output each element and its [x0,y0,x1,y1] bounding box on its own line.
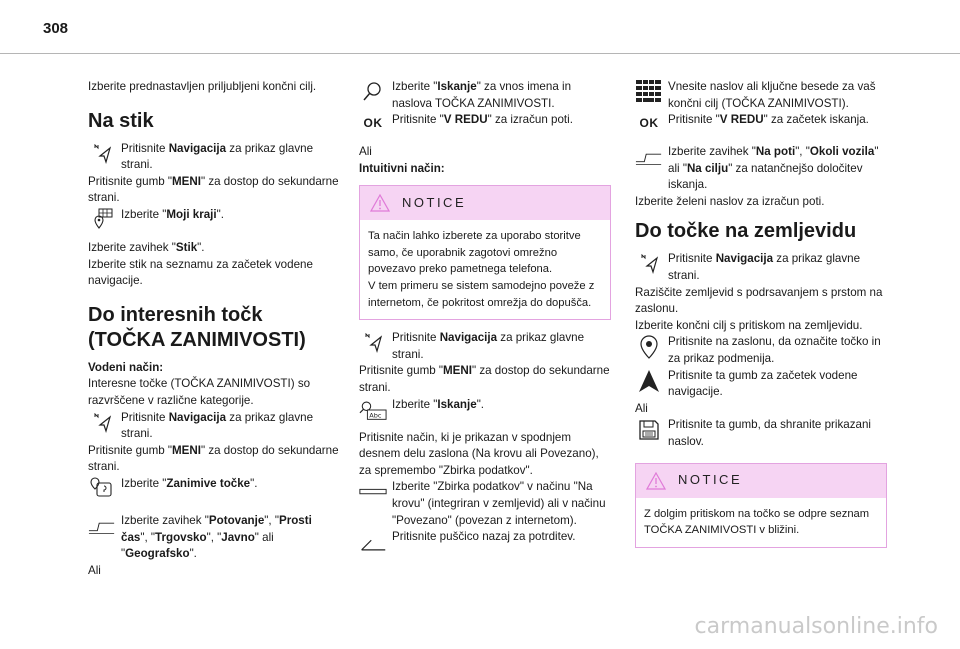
watermark: carmanualsonline.info [694,614,938,639]
step-text: Pritisnite gumb "MENI" za dostop do sekundarne strani. [88,174,339,205]
step-iskanje-keyboard [359,397,611,422]
back-arrow-icon [359,530,387,554]
step-zavihek [88,513,340,563]
vodeni-text: Interesne točke (TOČKA ZANIMIVOSTI) so razvrščene v različne kategorije. [88,377,311,407]
step-vnos [635,79,887,132]
step-text: Izberite zavihek "Stik". [88,240,205,254]
tab-icon [88,514,116,538]
heading-na-stik: Na stik [88,109,154,132]
poi-icon [88,477,116,501]
step-text: Izberite želeni naslov za izračun poti. [635,194,825,208]
navigation-icon [88,142,116,166]
step-navigation [359,330,611,363]
notice-text: Z dolgim pritiskom na točko se odpre seznam TOČKA ZANIMIVOSTI v bližini. [644,507,870,537]
step-text: Pritisnite gumb "MENI" za dostop do sekundarne strani. [359,364,610,394]
step-navigation [88,410,340,443]
heading-zemljevid: Do točke na zemljevidu [635,220,857,243]
step-text: Pritisnite na zaslonu, da označite točko in za prikaz podmenija. [668,335,881,365]
location-pin-icon [635,335,663,359]
step-text: Pritisnite Navigacija za prikaz glavne strani. [392,331,585,361]
save-disk-icon [635,418,663,442]
guidance-arrow-icon [635,369,663,393]
step-text: Pritisnite gumb "MENI" za dostop do sekundarne strani. [88,443,339,474]
step-text: Pritisnite puščico nazaj za potrditev. [392,530,576,544]
step-text: Izberite zavihek "Potovanje", "Prosti čas", "Trgovsko", "Javno" ali "Geografsko". [121,513,312,561]
step-guidance [635,368,887,401]
column-2 [359,79,611,554]
step-zanimive-tocke [88,476,340,501]
notice-header [636,464,886,498]
page-number: 308 [43,20,69,37]
step-back [359,529,611,554]
step-text: Pritisnite Navigacija za prikaz glavne strani. [668,252,861,282]
database-bar-icon [359,480,387,504]
map-grid-icon [88,208,116,232]
step-pin [635,334,887,367]
step-text: Izberite stik na seznamu za začetek vodene navigacije. [88,257,313,288]
step-iskanje [359,79,611,132]
search-icon [359,80,387,132]
keyboard-abc-icon [359,398,387,422]
notice-box [635,463,887,548]
grid-keyboard-icon [635,80,663,132]
step-text: Pritisnite ta gumb, da shranite prikazani naslov. [668,418,871,448]
step-text: Izberite "Iskanje". [392,397,485,411]
notice-header [360,186,610,220]
notice-title: NOTICE [678,472,743,488]
step-text: Raziščite zemljevid s podrsavanjem s prstom na zaslonu. [635,285,883,316]
step-navigation [635,251,887,284]
navigation-icon [88,411,116,435]
notice-box [359,185,611,320]
column-1 [88,79,340,579]
warning-triangle-icon [646,472,666,490]
svg-text:Abc: Abc [369,410,382,419]
ali-text: Ali [88,563,101,577]
step-text: Izberite "Iskanje" za vnos imena in naslova TOČKA ZANIMIVOSTI. Pritisnite "V REDU" za izračun poti. [392,80,573,127]
navigation-icon [635,252,663,276]
ali-text: Ali [635,401,648,415]
ali-text: Ali [359,145,372,158]
ok-label: OK [639,116,659,131]
step-save [635,417,887,450]
step-text: Izberite "Zbirka podatkov" v načinu "Na krovu" (integriran v zemljevid) ali v načinu "Povezano" (povezan z internetom). [392,480,606,527]
ok-label: OK [363,116,383,131]
step-moji-kraji [88,207,340,232]
tab-icon [635,145,663,169]
step-text: Pritisnite ta gumb za začetek vodene navigacije. [668,368,858,399]
step-zbirka [359,479,611,529]
step-text: Izberite zavihek "Na poti", "Okoli vozila" ali "Na cilju" za natančnejšo določitev iskanja. [668,145,879,192]
header-divider [0,53,960,54]
step-text: Pritisnite Navigacija za prikaz glavne strani. [121,410,314,441]
warning-triangle-icon [370,194,390,212]
heading-poi: Do interesnih točk (TOČKA ZANIMIVOSTI) [88,303,306,351]
step-text: Izberite končni cilj s pritiskom na zemljevidu. [635,318,863,332]
step-text: Izberite "Zanimive točke". [121,476,258,490]
step-text: Pritisnite način, ki je prikazan v spodnjem desnem delu zaslona (Na krovu ali Povezano), za spremembo "Zbirka podatkov". [359,430,599,477]
step-text: Izberite "Moji kraji". [121,207,224,221]
navigation-icon [359,331,387,355]
step-zavihek [635,144,887,194]
step-text: Vnesite naslov ali ključne besede za vaš končni cilj (TOČKA ZANIMIVOSTI). Pritisnite "V REDU" za začetek iskanja. [668,80,876,127]
subheading-intuitivni: Intuitivni način: [359,161,445,175]
notice-text: Ta način lahko izberete za uporabo storitve samo, če uporabnik zagotovi omrežno povezavo preko pametnega telefona. V tem primeru se sistem samodejno poveže z internetom, če pokritost omrežja do dopušča. [368,230,595,309]
step-text: Pritisnite Navigacija za prikaz glavne strani. [121,141,314,172]
notice-title: NOTICE [402,194,467,210]
step-navigation [88,141,340,174]
subheading-vodeni: Vodeni način: [88,360,164,374]
intro-text: Izberite prednastavljen priljubljeni končni cilj. [88,80,317,93]
column-3 [635,79,887,558]
